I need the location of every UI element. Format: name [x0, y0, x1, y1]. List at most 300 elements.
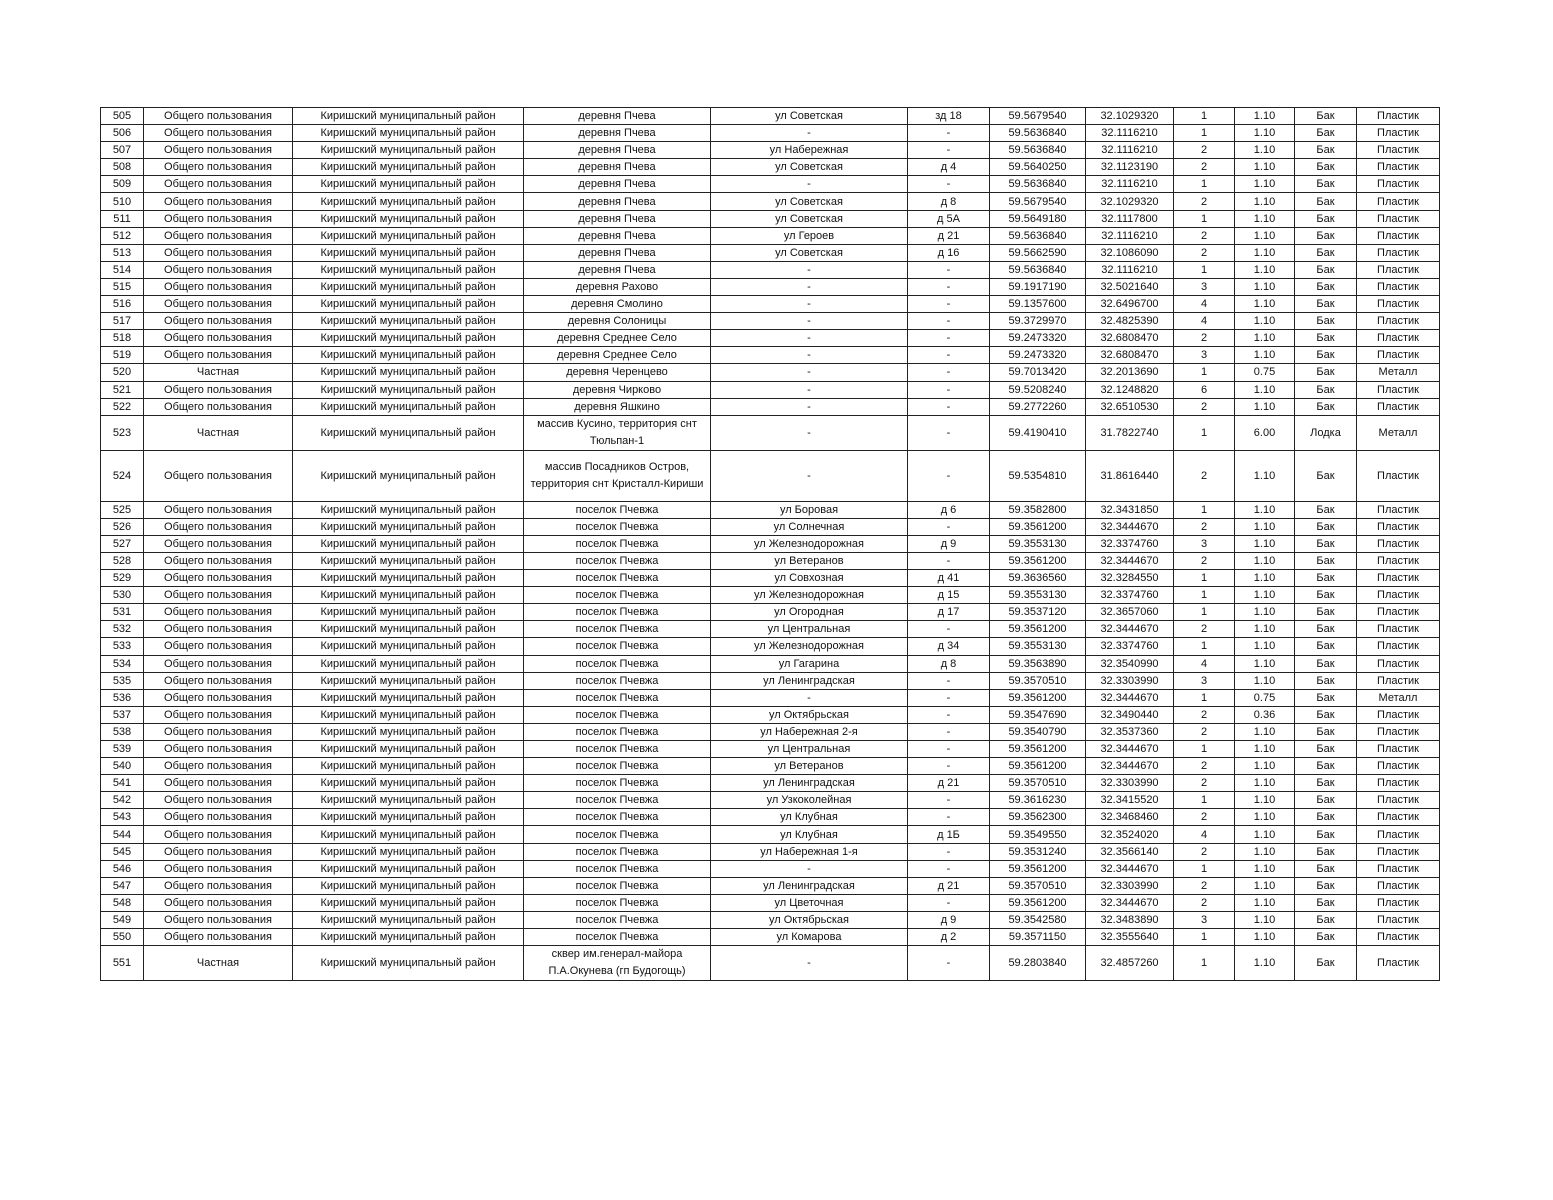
container-volume-cell: 1.10 [1235, 758, 1295, 775]
street-cell: - [711, 415, 908, 450]
house-cell: д 2 [908, 929, 990, 946]
row-number-cell: 523 [101, 415, 144, 450]
locality-cell: поселок Пчевжа [524, 604, 711, 621]
longitude-cell: 32.2013690 [1086, 364, 1174, 381]
row-number-cell: 537 [101, 706, 144, 723]
latitude-cell: 59.1357600 [990, 296, 1086, 313]
longitude-cell: 32.3444670 [1086, 741, 1174, 758]
material-cell: Пластик [1357, 655, 1440, 672]
locality-cell: массив Посадников Остров, территория снт Кристалл-Кириши [524, 450, 711, 501]
container-type-cell: Бак [1295, 227, 1357, 244]
usage-type-cell: Общего пользования [144, 347, 293, 364]
container-count-cell: 2 [1174, 894, 1235, 911]
house-cell: д 1Б [908, 826, 990, 843]
container-count-cell: 1 [1174, 210, 1235, 227]
usage-type-cell: Общего пользования [144, 193, 293, 210]
house-cell: - [908, 176, 990, 193]
street-cell: - [711, 946, 908, 981]
container-type-cell: Лодка [1295, 415, 1357, 450]
latitude-cell: 59.3636560 [990, 570, 1086, 587]
street-cell: ул Ленинградская [711, 672, 908, 689]
table-row [101, 210, 1440, 227]
usage-type-cell: Общего пользования [144, 535, 293, 552]
house-cell: д 5А [908, 210, 990, 227]
material-cell: Пластик [1357, 843, 1440, 860]
material-cell: Пластик [1357, 278, 1440, 295]
longitude-cell: 32.3657060 [1086, 604, 1174, 621]
container-volume-cell: 1.10 [1235, 570, 1295, 587]
table-row [101, 877, 1440, 894]
district-cell: Киришский муниципальный район [293, 723, 524, 740]
street-cell: - [711, 278, 908, 295]
container-count-cell: 1 [1174, 501, 1235, 518]
street-cell: ул Советская [711, 108, 908, 125]
table-row [101, 552, 1440, 569]
longitude-cell: 32.1116210 [1086, 227, 1174, 244]
row-number-cell: 513 [101, 244, 144, 261]
container-count-cell: 1 [1174, 741, 1235, 758]
material-cell: Пластик [1357, 792, 1440, 809]
locality-cell: поселок Пчевжа [524, 894, 711, 911]
house-cell: - [908, 860, 990, 877]
container-type-cell: Бак [1295, 450, 1357, 501]
table-row [101, 946, 1440, 981]
locality-cell: поселок Пчевжа [524, 741, 711, 758]
material-cell: Пластик [1357, 142, 1440, 159]
material-cell: Пластик [1357, 587, 1440, 604]
row-number-cell: 521 [101, 381, 144, 398]
street-cell: ул Железнодорожная [711, 535, 908, 552]
container-volume-cell: 1.10 [1235, 723, 1295, 740]
material-cell: Пластик [1357, 313, 1440, 330]
container-volume-cell: 1.10 [1235, 210, 1295, 227]
longitude-cell: 32.3374760 [1086, 638, 1174, 655]
container-type-cell: Бак [1295, 741, 1357, 758]
locality-cell: поселок Пчевжа [524, 809, 711, 826]
container-type-cell: Бак [1295, 313, 1357, 330]
longitude-cell: 32.1029320 [1086, 193, 1174, 210]
house-cell: - [908, 381, 990, 398]
house-cell: - [908, 347, 990, 364]
latitude-cell: 59.3570510 [990, 672, 1086, 689]
material-cell: Пластик [1357, 894, 1440, 911]
container-type-cell: Бак [1295, 689, 1357, 706]
container-count-cell: 1 [1174, 604, 1235, 621]
latitude-cell: 59.3547690 [990, 706, 1086, 723]
longitude-cell: 32.1117800 [1086, 210, 1174, 227]
locality-cell: поселок Пчевжа [524, 826, 711, 843]
row-number-cell: 534 [101, 655, 144, 672]
district-cell: Киришский муниципальный район [293, 535, 524, 552]
container-type-cell: Бак [1295, 570, 1357, 587]
usage-type-cell: Общего пользования [144, 159, 293, 176]
material-cell: Пластик [1357, 621, 1440, 638]
material-cell: Пластик [1357, 450, 1440, 501]
container-volume-cell: 1.10 [1235, 809, 1295, 826]
latitude-cell: 59.3561200 [990, 758, 1086, 775]
row-number-cell: 530 [101, 587, 144, 604]
container-volume-cell: 1.10 [1235, 518, 1295, 535]
registry-table [100, 107, 1440, 981]
district-cell: Киришский муниципальный район [293, 621, 524, 638]
table-row [101, 826, 1440, 843]
row-number-cell: 517 [101, 313, 144, 330]
district-cell: Киришский муниципальный район [293, 193, 524, 210]
longitude-cell: 32.3444670 [1086, 518, 1174, 535]
table-row [101, 278, 1440, 295]
latitude-cell: 59.3542580 [990, 911, 1086, 928]
table-row [101, 261, 1440, 278]
container-count-cell: 2 [1174, 193, 1235, 210]
street-cell: ул Ленинградская [711, 775, 908, 792]
street-cell: ул Гагарина [711, 655, 908, 672]
usage-type-cell: Общего пользования [144, 843, 293, 860]
container-volume-cell: 1.10 [1235, 125, 1295, 142]
latitude-cell: 59.5679540 [990, 108, 1086, 125]
row-number-cell: 505 [101, 108, 144, 125]
usage-type-cell: Общего пользования [144, 621, 293, 638]
container-volume-cell: 1.10 [1235, 227, 1295, 244]
house-cell: - [908, 741, 990, 758]
latitude-cell: 59.3563890 [990, 655, 1086, 672]
container-count-cell: 3 [1174, 347, 1235, 364]
house-cell: д 41 [908, 570, 990, 587]
container-count-cell: 4 [1174, 296, 1235, 313]
usage-type-cell: Общего пользования [144, 398, 293, 415]
container-type-cell: Бак [1295, 108, 1357, 125]
table-row [101, 587, 1440, 604]
locality-cell: массив Кусино, территория снт Тюльпан-1 [524, 415, 711, 450]
table-row [101, 330, 1440, 347]
locality-cell: деревня Черенцево [524, 364, 711, 381]
street-cell: ул Советская [711, 210, 908, 227]
locality-cell: деревня Солоницы [524, 313, 711, 330]
container-count-cell: 1 [1174, 261, 1235, 278]
locality-cell: поселок Пчевжа [524, 672, 711, 689]
district-cell: Киришский муниципальный район [293, 313, 524, 330]
usage-type-cell: Общего пользования [144, 655, 293, 672]
container-type-cell: Бак [1295, 758, 1357, 775]
longitude-cell: 32.3374760 [1086, 535, 1174, 552]
district-cell: Киришский муниципальный район [293, 381, 524, 398]
longitude-cell: 32.3524020 [1086, 826, 1174, 843]
container-count-cell: 2 [1174, 723, 1235, 740]
container-volume-cell: 1.10 [1235, 587, 1295, 604]
container-volume-cell: 1.10 [1235, 911, 1295, 928]
container-type-cell: Бак [1295, 826, 1357, 843]
district-cell: Киришский муниципальный район [293, 792, 524, 809]
street-cell: - [711, 398, 908, 415]
house-cell: - [908, 398, 990, 415]
locality-cell: поселок Пчевжа [524, 621, 711, 638]
house-cell: - [908, 723, 990, 740]
usage-type-cell: Частная [144, 415, 293, 450]
container-type-cell: Бак [1295, 501, 1357, 518]
district-cell: Киришский муниципальный район [293, 860, 524, 877]
usage-type-cell: Общего пользования [144, 775, 293, 792]
table-row [101, 108, 1440, 125]
street-cell: ул Ленинградская [711, 877, 908, 894]
street-cell: ул Советская [711, 159, 908, 176]
material-cell: Пластик [1357, 946, 1440, 981]
container-volume-cell: 1.10 [1235, 672, 1295, 689]
district-cell: Киришский муниципальный район [293, 877, 524, 894]
street-cell: ул Ветеранов [711, 552, 908, 569]
row-number-cell: 518 [101, 330, 144, 347]
container-volume-cell: 1.10 [1235, 621, 1295, 638]
house-cell: д 21 [908, 775, 990, 792]
material-cell: Пластик [1357, 296, 1440, 313]
container-type-cell: Бак [1295, 621, 1357, 638]
street-cell: ул Октябрьская [711, 706, 908, 723]
container-type-cell: Бак [1295, 142, 1357, 159]
container-type-cell: Бак [1295, 775, 1357, 792]
table-row [101, 809, 1440, 826]
row-number-cell: 532 [101, 621, 144, 638]
container-volume-cell: 1.10 [1235, 843, 1295, 860]
usage-type-cell: Общего пользования [144, 176, 293, 193]
row-number-cell: 525 [101, 501, 144, 518]
usage-type-cell: Частная [144, 946, 293, 981]
table-row [101, 604, 1440, 621]
table-row [101, 792, 1440, 809]
container-count-cell: 2 [1174, 227, 1235, 244]
house-cell: - [908, 843, 990, 860]
house-cell: - [908, 125, 990, 142]
container-type-cell: Бак [1295, 843, 1357, 860]
container-volume-cell: 1.10 [1235, 501, 1295, 518]
district-cell: Киришский муниципальный район [293, 296, 524, 313]
locality-cell: деревня Пчева [524, 261, 711, 278]
latitude-cell: 59.3537120 [990, 604, 1086, 621]
district-cell: Киришский муниципальный район [293, 210, 524, 227]
container-volume-cell: 1.10 [1235, 860, 1295, 877]
container-count-cell: 1 [1174, 860, 1235, 877]
row-number-cell: 540 [101, 758, 144, 775]
longitude-cell: 32.1116210 [1086, 125, 1174, 142]
district-cell: Киришский муниципальный район [293, 330, 524, 347]
latitude-cell: 59.3582800 [990, 501, 1086, 518]
container-count-cell: 2 [1174, 843, 1235, 860]
material-cell: Пластик [1357, 535, 1440, 552]
latitude-cell: 59.2473320 [990, 347, 1086, 364]
table-row [101, 125, 1440, 142]
table-row [101, 415, 1440, 450]
locality-cell: деревня Пчева [524, 244, 711, 261]
row-number-cell: 506 [101, 125, 144, 142]
usage-type-cell: Общего пользования [144, 860, 293, 877]
container-volume-cell: 1.10 [1235, 330, 1295, 347]
row-number-cell: 516 [101, 296, 144, 313]
locality-cell: поселок Пчевжа [524, 518, 711, 535]
container-count-cell: 1 [1174, 176, 1235, 193]
house-cell: - [908, 552, 990, 569]
container-type-cell: Бак [1295, 877, 1357, 894]
street-cell: ул Набережная [711, 142, 908, 159]
house-cell: - [908, 296, 990, 313]
container-count-cell: 3 [1174, 911, 1235, 928]
locality-cell: деревня Пчева [524, 176, 711, 193]
street-cell: ул Октябрьская [711, 911, 908, 928]
material-cell: Пластик [1357, 929, 1440, 946]
container-volume-cell: 1.10 [1235, 450, 1295, 501]
house-cell: д 4 [908, 159, 990, 176]
usage-type-cell: Общего пользования [144, 826, 293, 843]
usage-type-cell: Общего пользования [144, 604, 293, 621]
district-cell: Киришский муниципальный район [293, 398, 524, 415]
latitude-cell: 59.3561200 [990, 741, 1086, 758]
material-cell: Пластик [1357, 125, 1440, 142]
street-cell: ул Комарова [711, 929, 908, 946]
table-row [101, 775, 1440, 792]
district-cell: Киришский муниципальный район [293, 159, 524, 176]
container-count-cell: 2 [1174, 877, 1235, 894]
table-row [101, 296, 1440, 313]
container-type-cell: Бак [1295, 176, 1357, 193]
street-cell: - [711, 176, 908, 193]
locality-cell: деревня Яшкино [524, 398, 711, 415]
container-count-cell: 4 [1174, 826, 1235, 843]
latitude-cell: 59.3561200 [990, 894, 1086, 911]
usage-type-cell: Общего пользования [144, 142, 293, 159]
container-volume-cell: 1.10 [1235, 894, 1295, 911]
longitude-cell: 32.1248820 [1086, 381, 1174, 398]
table-row [101, 843, 1440, 860]
container-volume-cell: 1.10 [1235, 604, 1295, 621]
locality-cell: деревня Чирково [524, 381, 711, 398]
latitude-cell: 59.5636840 [990, 176, 1086, 193]
container-count-cell: 1 [1174, 587, 1235, 604]
latitude-cell: 59.3549550 [990, 826, 1086, 843]
locality-cell: деревня Пчева [524, 108, 711, 125]
row-number-cell: 550 [101, 929, 144, 946]
row-number-cell: 539 [101, 741, 144, 758]
usage-type-cell: Общего пользования [144, 381, 293, 398]
container-type-cell: Бак [1295, 706, 1357, 723]
locality-cell: поселок Пчевжа [524, 723, 711, 740]
table-row [101, 638, 1440, 655]
latitude-cell: 59.5662590 [990, 244, 1086, 261]
district-cell: Киришский муниципальный район [293, 758, 524, 775]
longitude-cell: 32.4825390 [1086, 313, 1174, 330]
row-number-cell: 511 [101, 210, 144, 227]
row-number-cell: 508 [101, 159, 144, 176]
street-cell: - [711, 347, 908, 364]
row-number-cell: 509 [101, 176, 144, 193]
row-number-cell: 527 [101, 535, 144, 552]
street-cell: - [711, 689, 908, 706]
container-type-cell: Бак [1295, 604, 1357, 621]
container-volume-cell: 1.10 [1235, 398, 1295, 415]
street-cell: ул Клубная [711, 809, 908, 826]
table-row [101, 364, 1440, 381]
latitude-cell: 59.5636840 [990, 261, 1086, 278]
street-cell: - [711, 313, 908, 330]
longitude-cell: 32.3444670 [1086, 758, 1174, 775]
district-cell: Киришский муниципальный район [293, 501, 524, 518]
material-cell: Металл [1357, 689, 1440, 706]
street-cell: - [711, 450, 908, 501]
table-row [101, 159, 1440, 176]
material-cell: Пластик [1357, 176, 1440, 193]
house-cell: д 21 [908, 877, 990, 894]
longitude-cell: 32.3284550 [1086, 570, 1174, 587]
locality-cell: поселок Пчевжа [524, 792, 711, 809]
street-cell: ул Боровая [711, 501, 908, 518]
table-row [101, 758, 1440, 775]
row-number-cell: 515 [101, 278, 144, 295]
longitude-cell: 32.3566140 [1086, 843, 1174, 860]
usage-type-cell: Общего пользования [144, 792, 293, 809]
material-cell: Пластик [1357, 706, 1440, 723]
container-type-cell: Бак [1295, 193, 1357, 210]
locality-cell: деревня Среднее Село [524, 330, 711, 347]
row-number-cell: 531 [101, 604, 144, 621]
usage-type-cell: Общего пользования [144, 210, 293, 227]
container-volume-cell: 1.10 [1235, 826, 1295, 843]
longitude-cell: 32.3431850 [1086, 501, 1174, 518]
latitude-cell: 59.3616230 [990, 792, 1086, 809]
house-cell: - [908, 621, 990, 638]
container-type-cell: Бак [1295, 638, 1357, 655]
latitude-cell: 59.2803840 [990, 946, 1086, 981]
row-number-cell: 533 [101, 638, 144, 655]
usage-type-cell: Общего пользования [144, 672, 293, 689]
district-cell: Киришский муниципальный район [293, 604, 524, 621]
latitude-cell: 59.3562300 [990, 809, 1086, 826]
latitude-cell: 59.2772260 [990, 398, 1086, 415]
material-cell: Металл [1357, 415, 1440, 450]
house-cell: - [908, 706, 990, 723]
usage-type-cell: Общего пользования [144, 587, 293, 604]
district-cell: Киришский муниципальный район [293, 278, 524, 295]
street-cell: - [711, 330, 908, 347]
street-cell: ул Железнодорожная [711, 638, 908, 655]
district-cell: Киришский муниципальный район [293, 689, 524, 706]
district-cell: Киришский муниципальный район [293, 570, 524, 587]
usage-type-cell: Общего пользования [144, 125, 293, 142]
street-cell: ул Совхозная [711, 570, 908, 587]
usage-type-cell: Общего пользования [144, 723, 293, 740]
street-cell: ул Огородная [711, 604, 908, 621]
container-type-cell: Бак [1295, 587, 1357, 604]
latitude-cell: 59.3570510 [990, 775, 1086, 792]
house-cell: зд 18 [908, 108, 990, 125]
table-row [101, 535, 1440, 552]
longitude-cell: 32.3444670 [1086, 552, 1174, 569]
container-count-cell: 6 [1174, 381, 1235, 398]
house-cell: - [908, 792, 990, 809]
container-type-cell: Бак [1295, 946, 1357, 981]
container-type-cell: Бак [1295, 159, 1357, 176]
container-type-cell: Бак [1295, 330, 1357, 347]
latitude-cell: 59.3561200 [990, 860, 1086, 877]
longitude-cell: 32.3444670 [1086, 860, 1174, 877]
table-row [101, 894, 1440, 911]
material-cell: Пластик [1357, 638, 1440, 655]
container-volume-cell: 0.75 [1235, 364, 1295, 381]
material-cell: Пластик [1357, 809, 1440, 826]
longitude-cell: 32.5021640 [1086, 278, 1174, 295]
locality-cell: деревня Пчева [524, 142, 711, 159]
usage-type-cell: Общего пользования [144, 244, 293, 261]
latitude-cell: 59.3571150 [990, 929, 1086, 946]
house-cell: д 6 [908, 501, 990, 518]
house-cell: - [908, 450, 990, 501]
district-cell: Киришский муниципальный район [293, 946, 524, 981]
latitude-cell: 59.5679540 [990, 193, 1086, 210]
container-volume-cell: 1.10 [1235, 792, 1295, 809]
